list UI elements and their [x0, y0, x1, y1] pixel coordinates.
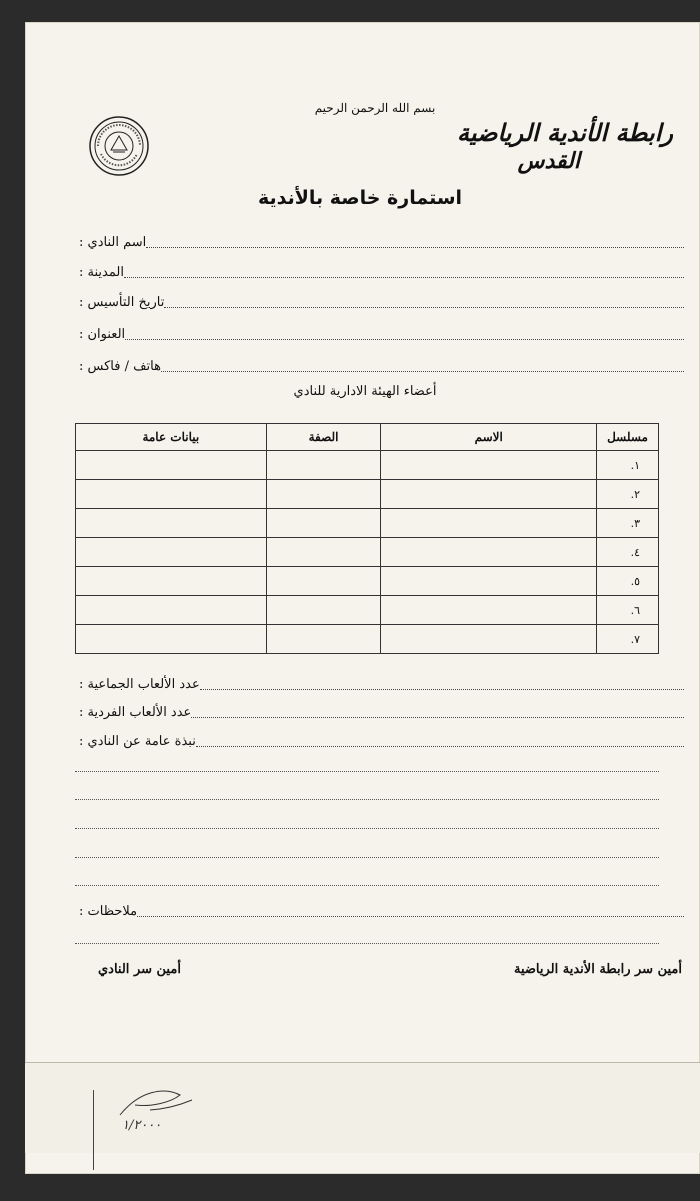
league-city: القدس — [517, 148, 580, 174]
team-games-field[interactable] — [75, 672, 684, 694]
team-games-label: عدد الألعاب الجماعية : — [79, 677, 200, 692]
club-overview-line[interactable] — [196, 745, 684, 747]
handwritten-date: ١/٢٠٠٠ — [122, 1118, 162, 1133]
address-field[interactable] — [75, 322, 684, 344]
position-cell[interactable] — [266, 451, 381, 480]
club-name-line[interactable] — [146, 246, 684, 248]
general-info-cell[interactable] — [76, 625, 267, 654]
notes-label: ملاحظات : — [79, 904, 138, 919]
phone-fax-line[interactable] — [161, 370, 684, 372]
general-info-cell[interactable] — [76, 596, 267, 625]
column-position: الصفة — [266, 424, 381, 451]
table-row — [76, 596, 659, 625]
club-name-field[interactable] — [75, 230, 684, 252]
league-name: رابطة الأندية الرياضية — [456, 118, 673, 147]
table-row — [76, 625, 659, 654]
general-info-cell[interactable] — [76, 480, 267, 509]
table-row — [76, 567, 659, 596]
league-secretary-signature: أمين سر رابطة الأندية الرياضية — [513, 962, 682, 977]
club-overview-label: نبذة عامة عن النادي : — [79, 734, 196, 749]
address-line[interactable] — [125, 338, 684, 340]
position-cell[interactable] — [266, 538, 381, 567]
overview-line[interactable] — [75, 884, 659, 886]
general-info-cell[interactable] — [76, 451, 267, 480]
club-name-label: اسم النادي : — [79, 235, 147, 250]
name-cell[interactable] — [381, 538, 597, 567]
city-line[interactable] — [124, 276, 684, 278]
column-name: الاسم — [381, 424, 597, 451]
phone-fax-field[interactable] — [75, 354, 684, 376]
name-cell[interactable] — [381, 509, 597, 538]
position-cell[interactable] — [266, 509, 381, 538]
position-cell[interactable] — [266, 567, 381, 596]
name-cell[interactable] — [381, 480, 597, 509]
form-title: استمارة خاصة بالأندية — [257, 187, 463, 209]
row-serial: ٧. — [597, 625, 659, 654]
row-serial: ٤. — [597, 538, 659, 567]
members-table — [75, 423, 659, 654]
position-cell[interactable] — [266, 596, 381, 625]
table-row — [76, 451, 659, 480]
league-seal-icon — [87, 114, 151, 178]
club-secretary-signature: أمين سر النادي — [98, 962, 181, 977]
individual-games-line[interactable] — [191, 716, 684, 718]
individual-games-label: عدد الألعاب الفردية : — [79, 705, 192, 720]
team-games-line[interactable] — [200, 688, 684, 690]
table-row — [76, 480, 659, 509]
name-cell[interactable] — [381, 596, 597, 625]
row-serial: ٢. — [597, 480, 659, 509]
table-row — [76, 509, 659, 538]
bismillah-text: بسم الله الرحمن الرحيم — [314, 101, 436, 115]
row-serial: ٦. — [597, 596, 659, 625]
name-cell[interactable] — [381, 567, 597, 596]
phone-fax-label: هاتف / فاكس : — [79, 359, 161, 374]
overview-line[interactable] — [75, 798, 659, 800]
strip-divider — [93, 1090, 94, 1170]
notes-extra-line[interactable] — [75, 942, 659, 944]
city-label: المدينة : — [79, 265, 124, 280]
city-field[interactable] — [75, 260, 684, 282]
club-overview-field[interactable] — [75, 729, 684, 751]
position-cell[interactable] — [266, 480, 381, 509]
table-row — [76, 538, 659, 567]
founding-date-label: تاريخ التأسيس : — [79, 295, 165, 310]
overview-line[interactable] — [75, 827, 659, 829]
column-serial: مسلسل — [597, 424, 659, 451]
founding-date-line[interactable] — [164, 306, 684, 308]
general-info-cell[interactable] — [76, 567, 267, 596]
overview-line[interactable] — [75, 770, 659, 772]
notes-line[interactable] — [137, 915, 684, 917]
row-serial: ١. — [597, 451, 659, 480]
general-info-cell[interactable] — [76, 509, 267, 538]
row-serial: ٣. — [597, 509, 659, 538]
name-cell[interactable] — [381, 625, 597, 654]
notes-field[interactable] — [75, 899, 684, 921]
overview-line[interactable] — [75, 856, 659, 858]
position-cell[interactable] — [266, 625, 381, 654]
address-label: العنوان : — [79, 327, 126, 342]
name-cell[interactable] — [381, 451, 597, 480]
column-general-info: بيانات عامة — [76, 424, 267, 451]
table-header-row — [76, 424, 659, 451]
row-serial: ٥. — [597, 567, 659, 596]
individual-games-field[interactable] — [75, 700, 684, 722]
members-section-heading: أعضاء الهيئة الادارية للنادي — [293, 384, 437, 399]
founding-date-field[interactable] — [75, 290, 684, 312]
general-info-cell[interactable] — [76, 538, 267, 567]
